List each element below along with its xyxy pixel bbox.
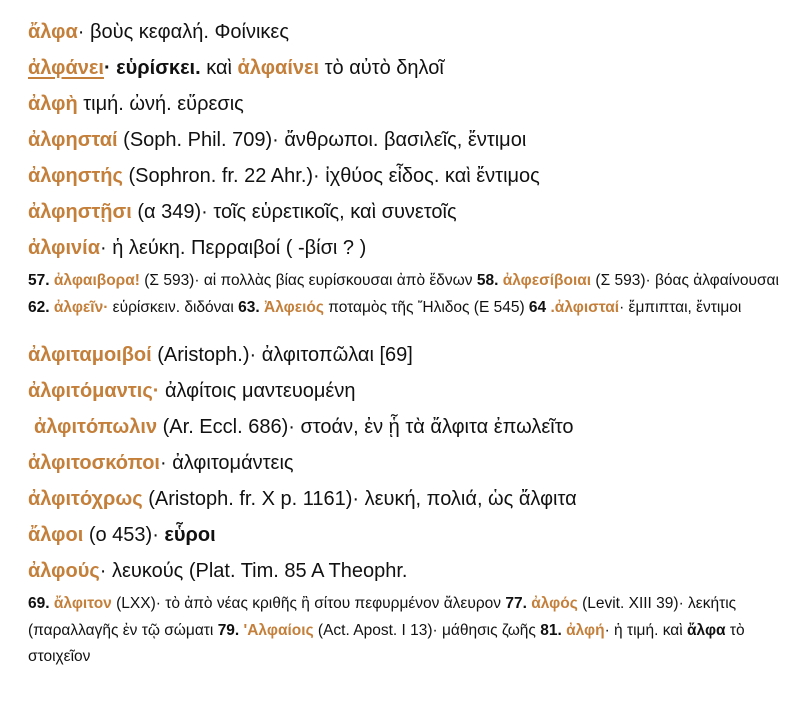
definition: (LXX)· τὸ ἀπὸ νέας κριθῆς ἢ σίτου πεφυρμένον ἄλευρον [111, 595, 506, 612]
entry-alphestesi [28, 194, 780, 230]
definition: ποταμὸς τῆς Ἤλιδος (Ε 545) [323, 298, 529, 316]
entry-alphinia [28, 230, 780, 266]
headword: ἀλφή [566, 621, 605, 639]
headword: ἀλφιταμοιβοί [28, 344, 152, 366]
entry-alphitochros [28, 481, 780, 517]
numbered-paragraph-1 [28, 268, 780, 321]
headword: ἀλφούς [28, 560, 100, 582]
entry-number: 58. [476, 272, 499, 289]
definition-bold: · εὑρίσκει. [103, 57, 201, 79]
entry-number: 63. [238, 298, 260, 316]
definition-bold: ἄλφα [687, 621, 726, 639]
headword: .ἀλφισταί [546, 298, 620, 316]
entry-alphitopolin [28, 409, 780, 445]
headword: ἀλφεσίβοιαι [502, 272, 592, 289]
entry-alphous [28, 553, 780, 589]
headword: ἀλφός [531, 595, 578, 612]
headword: ἄλφοι [28, 524, 84, 546]
definition: ἀλφίτοις μαντευομένη [159, 380, 356, 402]
entry-alphitomantis [28, 373, 780, 409]
definition: τὸ αὐτὸ δηλοῖ [319, 57, 444, 79]
definition: (α 349)· τοῖς εὑρετικοῖς, καὶ συνετοῖς [131, 201, 457, 223]
headword-link[interactable]: ἀλφάνει [28, 57, 104, 79]
entry-number: 79. [217, 621, 240, 639]
numbered-paragraph-2 [28, 591, 780, 671]
definition: (Aristoph. fr. X p. 1161)· λευκή, πολιά, ὡς ἄλφιτα [142, 488, 577, 510]
lexicon-page [28, 14, 780, 671]
entry-number: 62. [28, 298, 50, 316]
definition: τὸ στοιχεῖον [28, 621, 745, 665]
headword: ἀλφιτόχρως [28, 488, 143, 510]
headword: ἀλφιτοσκόποι [28, 452, 160, 474]
definition: (Σ 593)· αἱ πολλὰς βίας ευρίσκουσαι ἀπὸ ἕδνων [139, 272, 477, 289]
headword: ἀλφεῖν· [53, 298, 109, 316]
entry-alphe [28, 86, 780, 122]
definition: (Σ 593)· βόας ἀλφαίνουσαι [591, 272, 779, 289]
definition: · ἡ τιμή. καὶ [604, 621, 687, 639]
entry-number: 57. [28, 272, 50, 289]
headword: ἀλφὴ [28, 93, 78, 115]
definition: καὶ [200, 57, 238, 79]
headword: ἀλφηστῇσι [28, 201, 132, 223]
definition: (Aristoph.)· ἀλφιτοπῶλαι [69] [151, 344, 413, 366]
entry-alphitoskopoi [28, 445, 780, 481]
definition: (Soph. Phil. 709)· ἄνθρωποι. βασιλεῖς, ἔντιμοι [117, 129, 527, 151]
definition: (ο 453)· [83, 524, 165, 546]
headword: ἄλφιτον [53, 595, 112, 612]
definition-bold: εὗροι [164, 524, 216, 546]
definition: τιμή. ὠνή. εὕρεσις [77, 93, 244, 115]
headword: ἀλφιτόπωλιν [34, 416, 158, 438]
definition: · λευκούς (Plat. Tim. 85 A Theophr. [99, 560, 408, 582]
headword: ἄλφα [28, 21, 78, 43]
headword: ἀλφιτόμαντις· [28, 380, 160, 402]
headword: ἀλφηστής [28, 165, 123, 187]
entry-alpha [28, 14, 780, 50]
definition: · ἔμπιπται, ἔντιμοι [619, 298, 742, 316]
headword: ἀλφαιβορα! [53, 272, 140, 289]
definition: · ἀλφιτομάντεις [159, 452, 294, 474]
definition: · βοὺς κεφαλή. Φοίνικες [77, 21, 289, 43]
entry-number: 64 [528, 298, 547, 316]
definition: (Act. Apost. I 13)· μάθησις ζωῆς [313, 621, 541, 639]
entry-alphestai [28, 122, 780, 158]
headword: ἀλφησταί [28, 129, 118, 151]
definition: (Levit. XIII 39)· λεκήτις (παραλλαγῆς ἐν τῷ σώματι [28, 595, 737, 639]
entry-alphitamoiboi [28, 337, 780, 373]
headword: 'Αλφαίοις [239, 621, 314, 639]
entry-number: 77. [505, 595, 527, 612]
definition: · ἡ λεύκη. Περραιβοί ( -βίσι ? ) [100, 237, 367, 259]
definition: (Ar. Eccl. 686)· στοάν, ἐν ᾗ τὰ ἄλφιτα ἐπωλεῖτο [157, 416, 574, 438]
entry-number: 81. [540, 621, 562, 639]
section-gap [28, 321, 780, 337]
headword-secondary: ἀλφαίνει [237, 57, 320, 79]
headword: Ἀλφειός [264, 298, 324, 316]
entry-alphestes [28, 158, 780, 194]
entry-number: 69. [28, 595, 50, 612]
headword: ἀλφινία [28, 237, 101, 259]
entry-alphanei [28, 50, 780, 86]
definition: (Sophron. fr. 22 Ahr.)· ἰχθύος εἶδος. καὶ ἔντιμος [122, 165, 540, 187]
entry-alphoi [28, 517, 780, 553]
definition: εὑρίσκειν. διδόναι [108, 298, 239, 316]
